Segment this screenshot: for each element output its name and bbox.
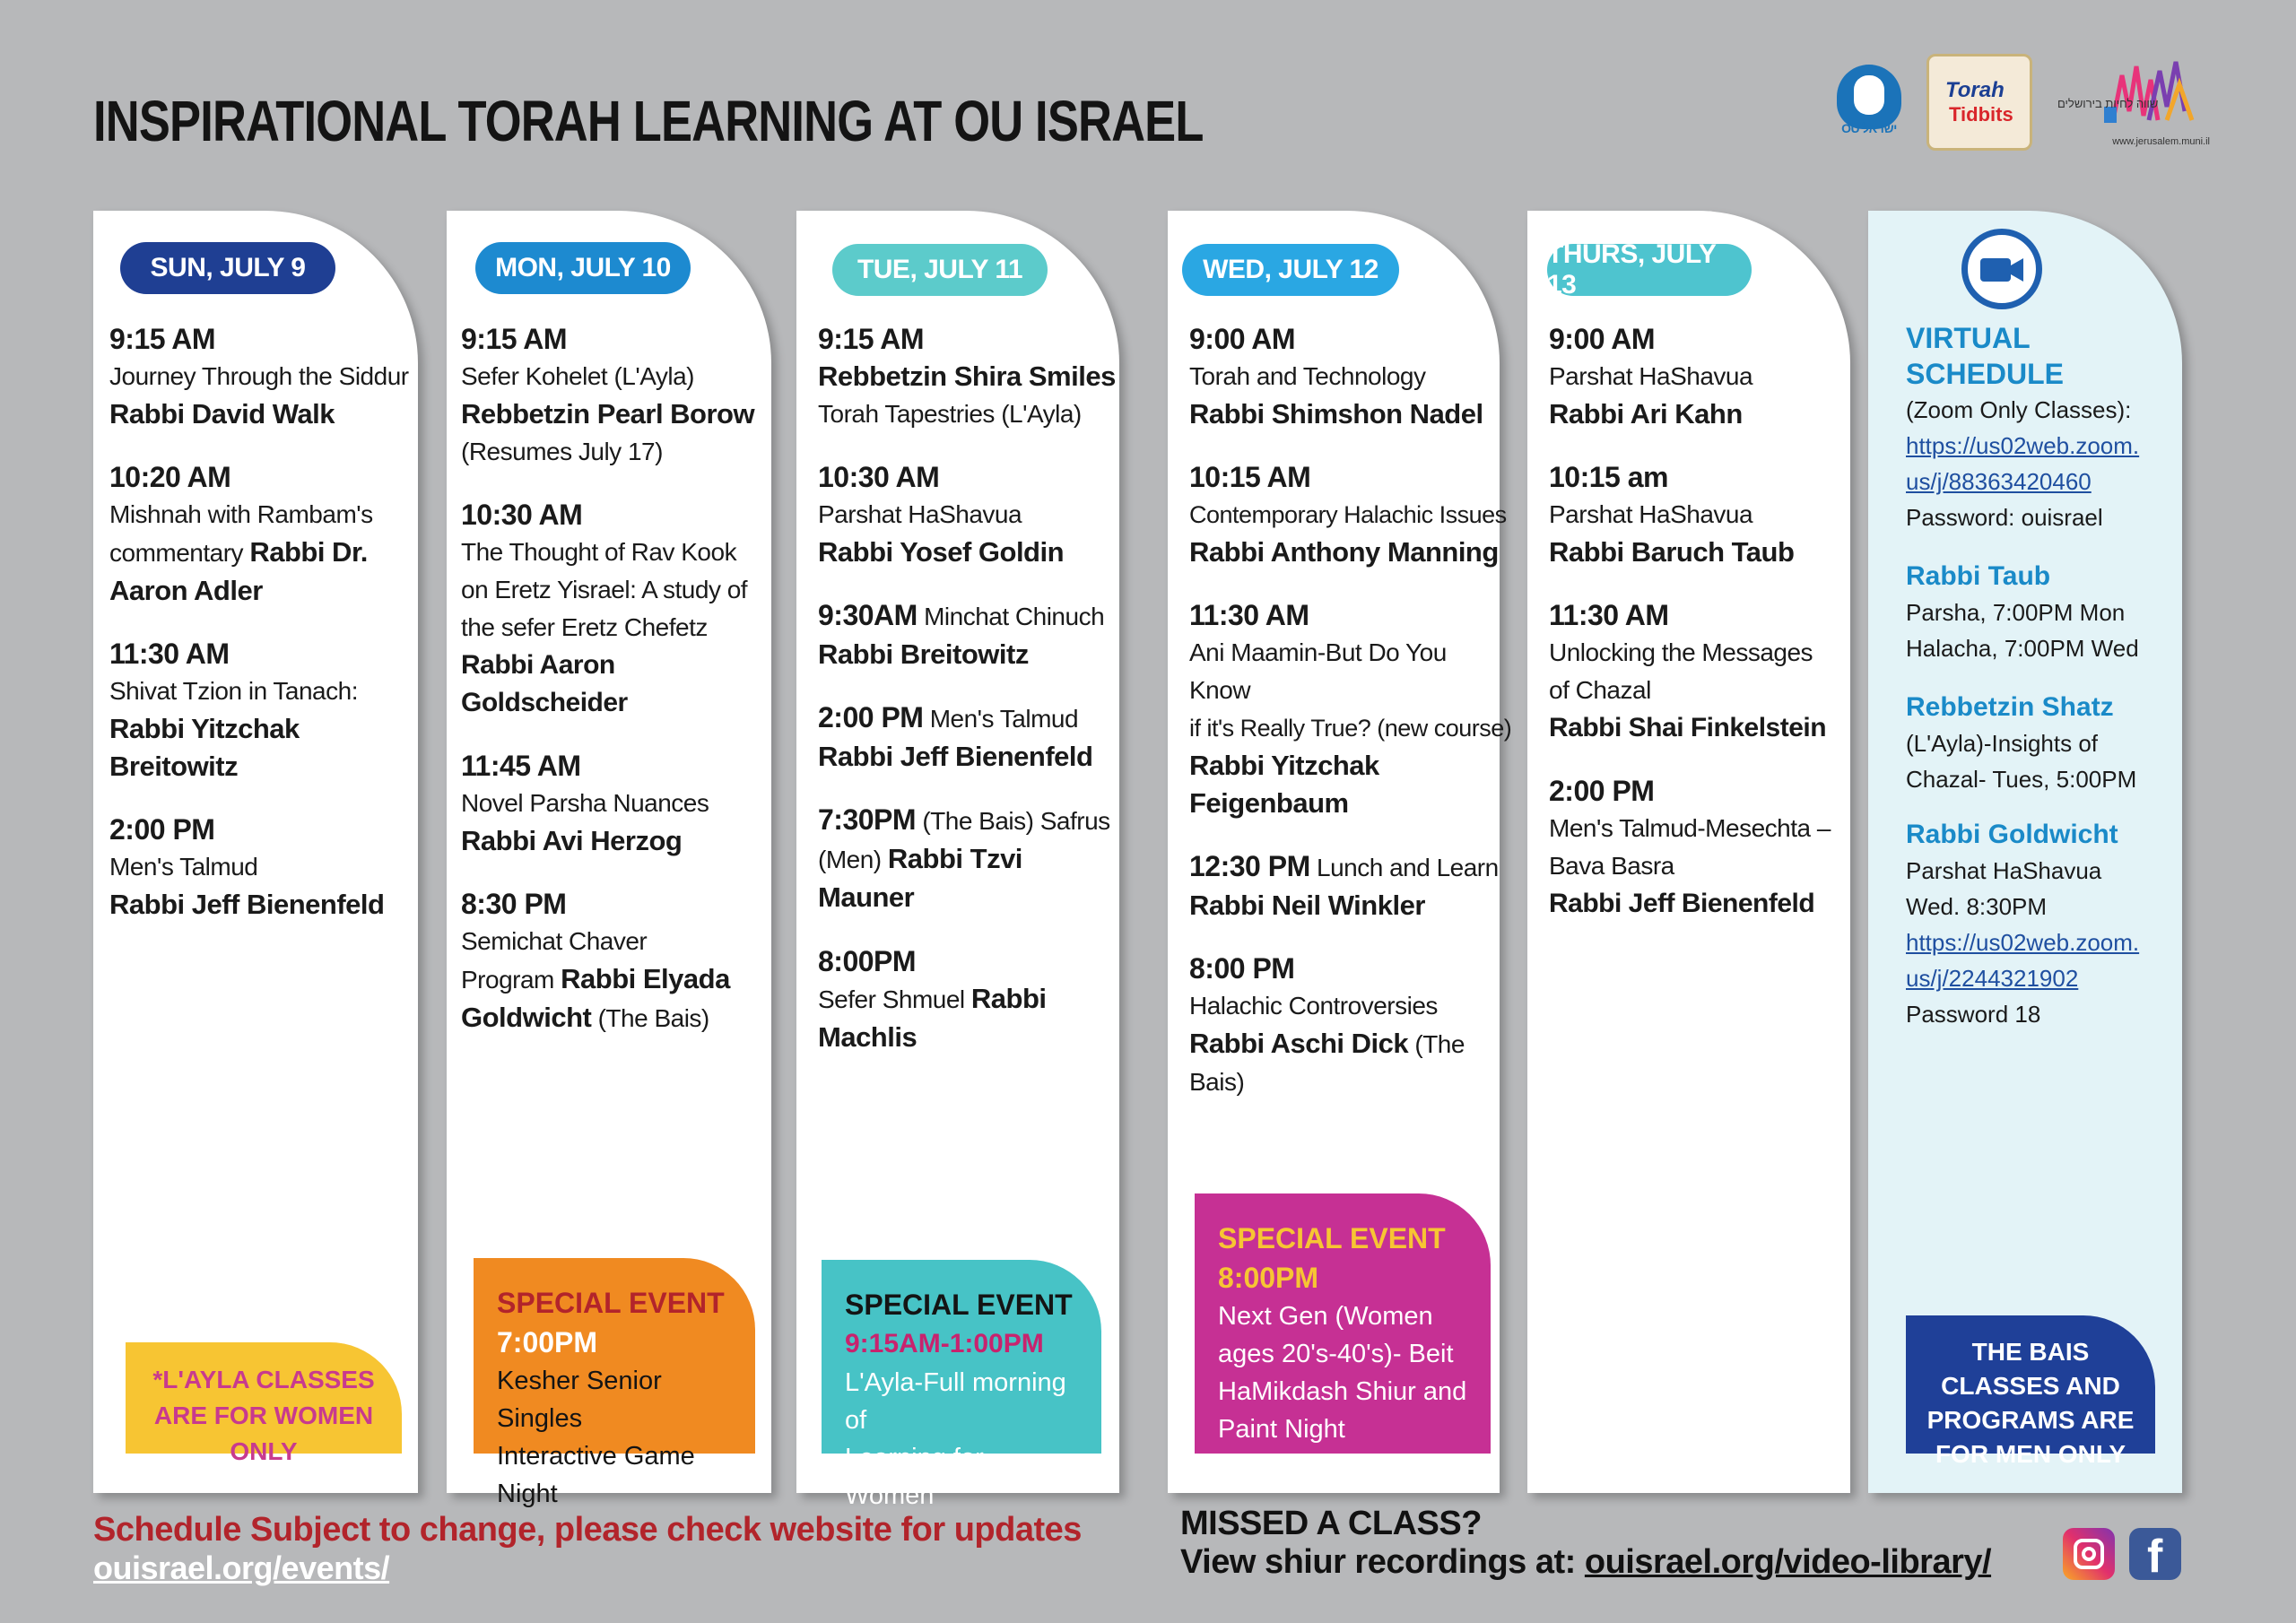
special-event-text: HaMikdash Shiur and: [1218, 1377, 1467, 1406]
class-time: 2:00 PM: [109, 813, 215, 846]
special-event-text: Learning for Women: [845, 1444, 984, 1510]
virtual-subtitle: (Zoom Only Classes):: [1906, 396, 2132, 423]
class-title: Shivat Tzion in Tanach:: [109, 677, 358, 705]
instagram-icon[interactable]: [2063, 1528, 2115, 1580]
teacher-name: Rabbi Dr.: [249, 536, 368, 568]
class-time: 8:30 PM: [461, 888, 567, 920]
day-pill-mon: MON, JULY 10: [475, 242, 691, 294]
recordings-text: View shiur recordings at:: [1180, 1543, 1585, 1581]
class-slot: [1189, 320, 1500, 433]
teacher-name: Rabbi Aschi Dick: [1189, 1028, 1409, 1059]
zoom-link-1[interactable]: https://us02web.zoom.: [1906, 432, 2140, 459]
class-title: The Thought of Rav Kook: [461, 538, 737, 566]
class-slot: [109, 458, 418, 610]
class-title: Halachic Controversies: [1189, 992, 1438, 1020]
teacher-name: Rabbi Shimshon Nadel: [1189, 398, 1483, 430]
teacher-name: Rabbi Yosef Goldin: [818, 536, 1065, 568]
teacher-name: Rabbi Yitzchak: [109, 713, 300, 744]
class-title-cont: Program: [461, 966, 561, 994]
day-card-wed: [1168, 211, 1512, 1493]
special-event-title: SPECIAL EVENT: [845, 1289, 1073, 1321]
class-time: 2:00 PM: [818, 701, 924, 733]
class-time: 2:00 PM: [1549, 775, 1655, 807]
footer-notice: [93, 1511, 1082, 1587]
class-time: 10:30 AM: [461, 499, 583, 531]
virtual-class: Halacha, 7:00PM Wed: [1906, 635, 2139, 662]
torah-tidbits-logo: [1926, 54, 2032, 151]
ou-logo-caption: OU ישראל: [1841, 121, 1897, 135]
missed-class-heading: MISSED A CLASS?: [1180, 1505, 1482, 1542]
class-slot: [818, 320, 1119, 433]
class-title: Men's Talmud: [109, 853, 258, 881]
teacher-name-cont: Goldwicht: [461, 1002, 592, 1033]
special-event-time: 9:15AM-1:00PM: [845, 1329, 1044, 1358]
teacher-name: Rabbi Breitowitz: [818, 638, 1029, 670]
class-time: 11:30 AM: [1549, 599, 1669, 631]
teacher-name: Rabbi Neil Winkler: [1189, 890, 1425, 921]
class-slot: [1189, 950, 1500, 1101]
class-title: Lunch and Learn: [1309, 854, 1499, 881]
tidbits-logo-word: Tidbits: [1949, 103, 2013, 126]
teacher-name: Rabbi Anthony Manning: [1189, 536, 1499, 568]
class-title-cont: if it's Really True? (new course): [1189, 715, 1512, 742]
class-slot: [1549, 772, 1850, 923]
zoom-password-2: Password 18: [1906, 1001, 2041, 1028]
day-pill-wed: WED, JULY 12: [1182, 244, 1399, 296]
class-title: Contemporary Halachic Issues: [1189, 501, 1507, 528]
zoom-password-1: Password: ouisrael: [1906, 504, 2103, 531]
class-slot: [109, 811, 418, 924]
torah-logo-word: Torah: [1945, 78, 2005, 102]
video-library-link[interactable]: ouisrael.org/video-library/: [1584, 1543, 1992, 1581]
class-time: 11:45 AM: [461, 750, 581, 782]
class-slot: [1549, 596, 1850, 747]
class-time: 9:15 AM: [461, 323, 568, 355]
teacher-name: Rabbi Baruch Taub: [1549, 536, 1795, 568]
zoom-link-1-cont[interactable]: us/j/88363420460: [1906, 468, 2092, 495]
day-pill-thu: THURS, JULY 13: [1547, 244, 1752, 296]
class-title: Sefer Kohelet (L'Ayla): [461, 362, 694, 390]
special-event-time: 7:00PM: [497, 1326, 598, 1358]
facebook-icon[interactable]: f: [2129, 1528, 2181, 1580]
day-card-tue: [796, 211, 1119, 1510]
teacher-name: Rabbi Jeff Bienenfeld: [109, 889, 385, 920]
class-slot: [461, 496, 771, 722]
class-title: Journey Through the Siddur: [109, 362, 409, 390]
events-link[interactable]: ouisrael.org/events/: [93, 1549, 390, 1586]
missed-class-block: [1180, 1505, 1991, 1582]
schedule-change-warning: Schedule Subject to change, please check website for updates: [93, 1511, 1082, 1549]
teacher-name: Rabbi David Walk: [109, 398, 335, 430]
class-title: Unlocking the Messages: [1549, 638, 1813, 666]
teacher-name: Rabbi Tzvi Mauner: [818, 843, 1022, 913]
jlm-url-caption: www.jerusalem.muni.il: [2112, 136, 2210, 147]
special-event-text: Interactive Game Night: [497, 1442, 695, 1508]
class-title: Men's Talmud: [923, 705, 1079, 733]
class-title-cont: on Eretz Yisrael: A study of: [461, 576, 748, 603]
special-event-title: SPECIAL EVENT: [1218, 1222, 1446, 1254]
class-title: (The Bais) Safrus: [916, 807, 1110, 835]
class-slot: [818, 801, 1119, 917]
laila-women-note: *L'AYLA CLASSES ARE FOR WOMEN ONLY: [126, 1342, 402, 1454]
class-title: Torah Tapestries (L'Ayla): [818, 400, 1082, 428]
class-title-cont: Bava Basra: [1549, 852, 1674, 880]
class-time: 9:30AM: [818, 599, 918, 631]
class-title-cont: commentary: [109, 539, 250, 567]
virtual-schedule-card: [1868, 211, 2182, 1493]
virtual-teacher: Rabbi Taub: [1906, 561, 2051, 591]
class-slot: [818, 596, 1119, 673]
class-title: Parshat HaShavua: [1549, 500, 1753, 528]
zoom-video-icon: [1961, 229, 2042, 309]
class-slot: [1189, 458, 1507, 571]
class-slot: [461, 320, 771, 471]
special-event-tue: [822, 1260, 1101, 1510]
class-title: Semichat Chaver: [461, 927, 648, 955]
class-time: 11:30 AM: [1189, 599, 1309, 631]
class-title: Torah and Technology: [1189, 362, 1426, 390]
virtual-heading: VIRTUAL SCHEDULE: [1906, 322, 2065, 390]
bais-men-note: THE BAIS CLASSES AND PROGRAMS ARE FOR MEN ONLY: [1906, 1315, 2155, 1454]
class-slot: [818, 458, 1119, 571]
zoom-link-2-cont[interactable]: us/j/2244321902: [1906, 965, 2079, 992]
day-card-thu: [1527, 211, 1850, 1493]
class-slot: [1549, 320, 1850, 433]
virtual-class: Parshat HaShavua: [1906, 857, 2102, 884]
class-time: 9:00 AM: [1189, 323, 1296, 355]
class-time: 9:15 AM: [818, 323, 925, 355]
jerusalem-municipality-logo: [2057, 57, 2210, 147]
teacher-name: Rabbi Shai Finkelstein: [1549, 713, 1827, 742]
special-event-text: Paint Night: [1218, 1415, 1345, 1444]
teacher-name: Rabbi Jeff Bienenfeld: [1549, 889, 1815, 918]
class-title: Minchat Chinuch: [917, 603, 1105, 630]
special-event-title: SPECIAL EVENT: [497, 1287, 725, 1319]
teacher-name: Rabbi Jeff Bienenfeld: [818, 741, 1093, 772]
class-time: 7:30PM: [818, 803, 917, 836]
class-slot: [109, 635, 418, 785]
class-time: 10:30 AM: [818, 461, 940, 493]
class-time: 9:00 AM: [1549, 323, 1656, 355]
class-slot: [1189, 847, 1500, 924]
class-title: Novel Parsha Nuances: [461, 789, 709, 817]
virtual-teacher: Rabbi Goldwicht: [1906, 820, 2118, 849]
special-event-mon: [474, 1258, 755, 1508]
class-time: 12:30 PM: [1189, 850, 1310, 882]
sponsor-logos: [1837, 48, 2210, 156]
virtual-class: (L'Ayla)-Insights of: [1906, 730, 2099, 757]
class-slot: [818, 699, 1119, 776]
class-time: 9:15 AM: [109, 323, 216, 355]
teacher-name: Rabbi Avi Herzog: [461, 825, 683, 856]
virtual-class: Chazal- Tues, 5:00PM: [1906, 766, 2137, 793]
class-note: (The Bais): [591, 1004, 709, 1032]
teacher-name: Rebbetzin Pearl Borow: [461, 398, 755, 430]
special-event-text: Next Gen (Women: [1218, 1302, 1433, 1331]
teacher-name: Aaron Adler: [109, 575, 263, 606]
teacher-name: Rabbi Machlis: [818, 983, 1047, 1053]
day-card-mon: [447, 211, 771, 1508]
class-time: 11:30 AM: [109, 638, 230, 670]
class-title: Parshat HaShavua: [1549, 362, 1753, 390]
class-title: Men's Talmud-Mesechta –: [1549, 814, 1831, 842]
class-slot: [109, 320, 418, 433]
class-title-cont: (Men): [818, 846, 888, 873]
class-slot: [461, 747, 771, 860]
teacher-name: Rabbi Aaron Goldscheider: [461, 650, 628, 717]
class-time: 10:20 AM: [109, 461, 231, 493]
class-note: (The Bais): [1189, 1030, 1465, 1096]
special-event-text: Kesher Senior Singles: [497, 1367, 662, 1433]
day-pill-tue: TUE, JULY 11: [832, 244, 1048, 296]
zoom-link-2[interactable]: https://us02web.zoom.: [1906, 929, 2140, 956]
virtual-class: Wed. 8:30PM: [1906, 893, 2048, 920]
teacher-name: Rabbi Yitzchak: [1189, 750, 1379, 781]
class-title: Sefer Shmuel: [818, 985, 971, 1013]
class-slot: [461, 885, 771, 1037]
class-title-cont: of Chazal: [1549, 676, 1651, 704]
jlm-hebrew-caption: שווה לחיות בירושלים: [2057, 97, 2159, 110]
teacher-name: Rabbi Elyada: [561, 963, 730, 994]
class-slot: [1549, 458, 1850, 571]
teacher-name-cont: Breitowitz: [109, 751, 239, 782]
class-title: Mishnah with Rambam's: [109, 500, 373, 528]
teacher-name: Rabbi Ari Kahn: [1549, 398, 1743, 430]
virtual-teacher: Rebbetzin Shatz: [1906, 692, 2114, 722]
special-event-wed: [1195, 1193, 1491, 1454]
day-pill-sun: SUN, JULY 9: [120, 242, 335, 294]
class-title: Ani Maamin-But Do You Know: [1189, 638, 1447, 704]
special-event-time: 8:00PM: [1218, 1262, 1319, 1294]
teacher-name: Rebbetzin Shira Smiles: [818, 360, 1116, 392]
page-title: INSPIRATIONAL TORAH LEARNING AT OU ISRAEL: [93, 89, 1204, 153]
special-event-text: L'Ayla-Full morning of: [845, 1368, 1066, 1435]
virtual-class: Parsha, 7:00PM Mon: [1906, 599, 2126, 626]
class-time: 10:15 am: [1549, 461, 1668, 493]
class-time: 10:15 AM: [1189, 461, 1311, 493]
class-slot: [818, 942, 1119, 1057]
class-note: (Resumes July 17): [461, 438, 663, 465]
special-event-text: ages 20's-40's)- Beit: [1218, 1340, 1454, 1368]
ou-israel-logo: [1837, 57, 1901, 147]
day-card-sun: [93, 211, 418, 1493]
class-time: 8:00PM: [818, 945, 917, 977]
class-slot: [1189, 596, 1512, 822]
class-time: 8:00 PM: [1189, 952, 1295, 985]
teacher-name-cont: Feigenbaum: [1189, 787, 1349, 819]
class-title: Parshat HaShavua: [818, 500, 1022, 528]
class-title-cont: the sefer Eretz Chefetz: [461, 613, 708, 641]
